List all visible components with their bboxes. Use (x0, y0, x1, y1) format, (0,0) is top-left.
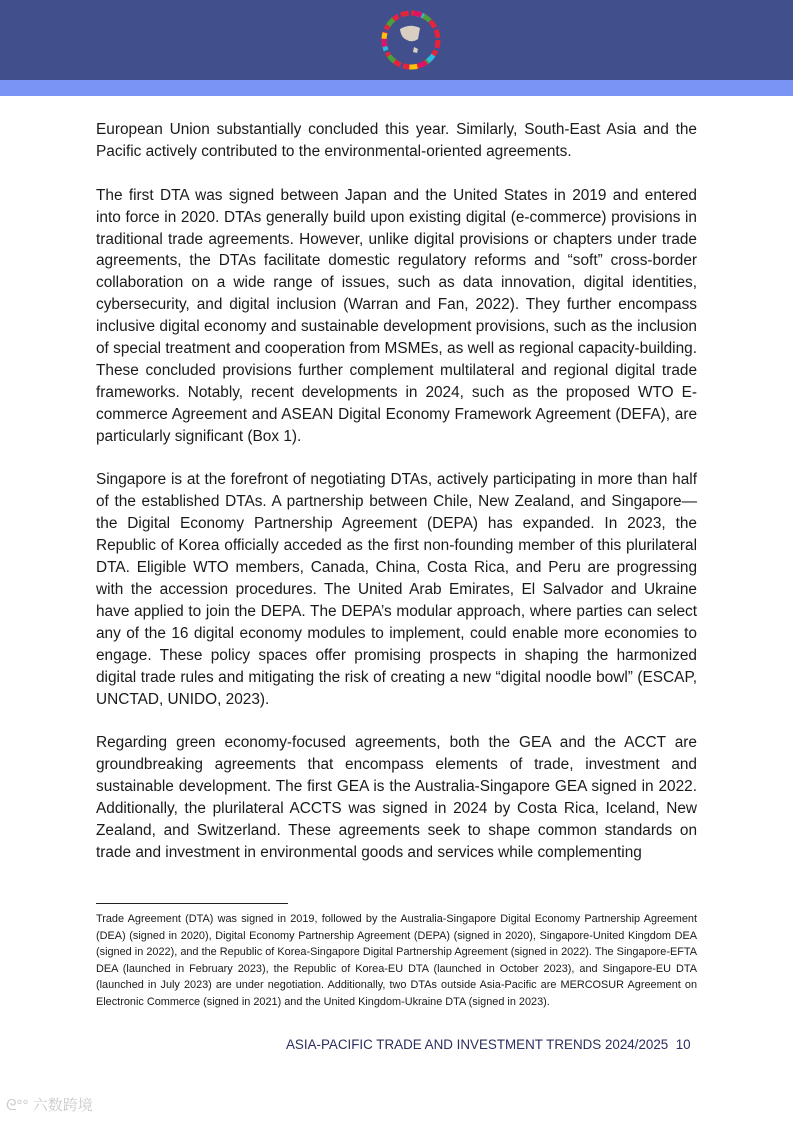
watermark-logo-icon: ᘓ°° (6, 1097, 29, 1114)
paragraph: European Union substantially concluded this year. Similarly, South-East Asia and the Pacific actively contributed to the environmental-oriented agreements. (96, 121, 697, 160)
footer-title: ASIA-PACIFIC TRADE AND INVESTMENT TRENDS 2024/2025 (286, 1037, 669, 1052)
paragraph: The first DTA was signed between Japan and the United States in 2019 and entered into force in 2020. DTAs generally build upon existing digital (e-commerce) provisions in traditional trade agreements. However, unlike digital provisions or chapters under trade agreements, the DTAs facilitate domestic regulatory reforms and “soft” cross-border collaboration on a wide range of issues, such as data innovation, digital identities, cybersecurity, and digital inclusion (Warran and Fan, 2022). They further encompass inclusive digital economy and sustainable development provisions, such as the inclusion of special treatment and cooperation from MSMEs, as well as regional capacity-building. These concluded provisions further complement multilateral and regional digital trade frameworks. Notably, recent developments in 2024, such as the proposed WTO E-commerce Agreement and ASEAN Digital Economy Framework Agreement (DEFA), are particularly significant (Box 1). (96, 186, 697, 445)
watermark-text: 六数跨境 (32, 1097, 93, 1114)
body-text (96, 119, 697, 886)
header-accent-strip (0, 80, 793, 96)
paragraph: Regarding green economy-focused agreements, both the GEA and the ACCT are groundbreaking agreements that encompass elements of trade, investment and sustainable development. The first GEA is the Australia-Singapore GEA signed in 2022. Additionally, the plurilateral ACCTS was signed in 2024 by Costa Rica, Iceland, New Zealand, and Switzerland. These agreements seek to shape common standards on trade and investment in environmental goods and services while complementing (96, 734, 697, 861)
page-number: 10 (675, 1037, 691, 1052)
paragraph: Singapore is at the forefront of negotiating DTAs, actively participating in more than half of the established DTAs. A partnership between Chile, New Zealand, and Singapore—the Digital Economy Partnership Agreement (DEPA) has expanded. In 2023, the Republic of Korea officially acceded as the first non-founding member of this plurilateral DTA. Eligible WTO members, Canada, China, Costa Rica, and Peru are progressing with the accession procedures. The United Arab Emirates, El Salvador and Ukraine have applied to join the DEPA. The DEPA’s modular approach, where parties can select any of the 16 digital economy modules to implement, could enable more economies to engage. These policy spaces offer promising prospects in shaping the harmonized digital trade rules and mitigating the risk of creating a new “digital noodle bowl” (ESCAP, UNCTAD, UNIDO, 2023). (96, 471, 697, 708)
sdg-wheel-logo-icon (380, 9, 442, 71)
footnote-divider (96, 903, 288, 904)
footnote: Trade Agreement (DTA) was signed in 2019, followed by the Australia-Singapore Digital Economy Partnership Agreement (DEA) (signed in 2020), Digital Economy Partnership Agreement (DEPA) (signed in 2020), Singapore-United Kingdom DEA (signed in 2022), and the Republic of Korea-Singapore Digital Partnership Agreement (signed in 2022). The Singapore-EFTA DEA (launched in February 2023), the Republic of Korea-EU DTA (launched in October 2023), and Singapore-EU DTA (launched in July 2023) are under negotiation. Additionally, two DTAs outside Asia-Pacific are MERCOSUR Agreement on Electronic Commerce (signed in 2021) and the United Kingdom-Ukraine DTA (signed in 2023). (96, 913, 697, 1008)
page-footer (286, 1037, 691, 1052)
watermark (6, 1094, 93, 1115)
